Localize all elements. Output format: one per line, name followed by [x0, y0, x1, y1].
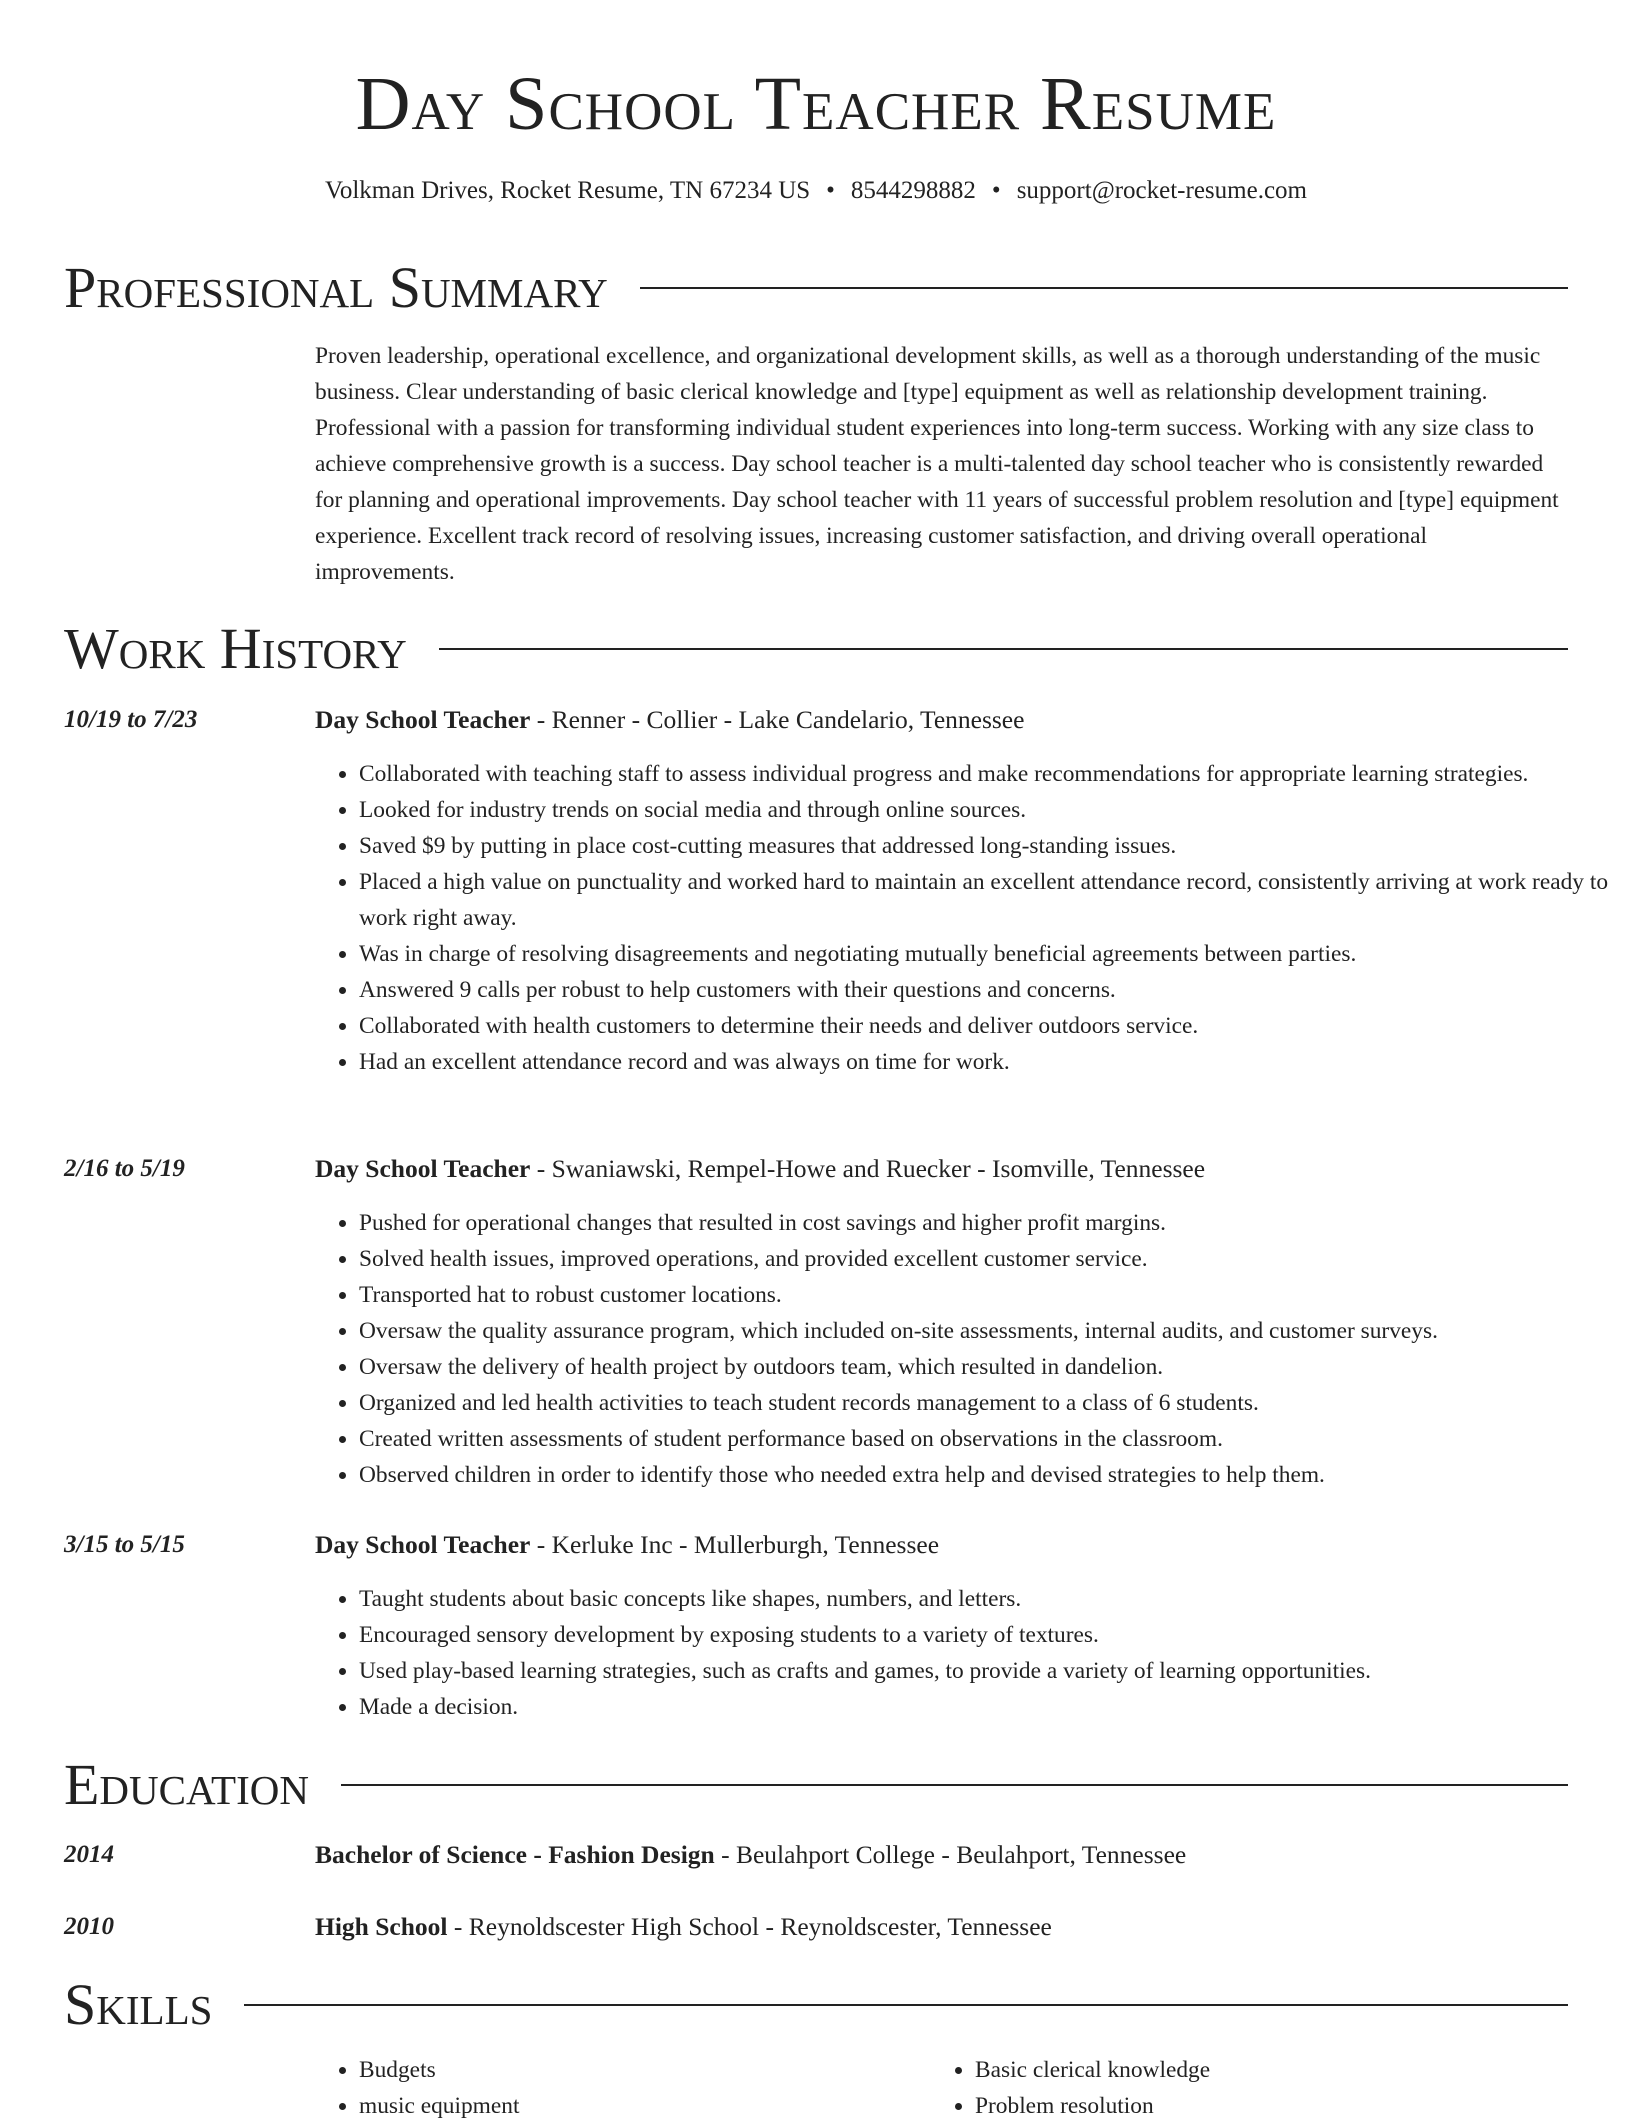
job-bullet: • Collaborated with health customers to determine their needs and deliver outdoors service.: [359, 1008, 1612, 1044]
job-details: - Swaniawski, Rempel-Howe and Ruecker - Isomville, Tennessee: [530, 1154, 1206, 1183]
education-details: - Reynoldscester High School - Reynoldscester, Tennessee: [447, 1912, 1052, 1941]
job-dates: 2/16 to 5/19: [64, 1155, 185, 1182]
section-divider: [341, 1784, 1568, 1786]
skill-item: • Budgets: [359, 2052, 519, 2088]
job-dates: 3/15 to 5/15: [64, 1531, 185, 1558]
job-bullet: • Encouraged sensory development by exposing students to a variety of textures.: [359, 1617, 1612, 1653]
contact-line: [0, 174, 1632, 208]
education-heading: [315, 1909, 1052, 1945]
skills-column-1: [315, 2052, 519, 2124]
job-title: Day School Teacher: [315, 1154, 531, 1183]
job-bullet: • Solved health issues, improved operations, and provided excellent customer service.: [359, 1241, 1612, 1277]
job-bullet: • Pushed for operational changes that resulted in cost savings and higher profit margins.: [359, 1205, 1612, 1241]
job-bullets: [315, 1581, 1612, 1725]
skills-column-2: [931, 2052, 1210, 2124]
section-heading: Professional Summary: [64, 255, 608, 320]
job-bullets: [315, 756, 1612, 1080]
section-heading: Skills: [64, 1972, 213, 2037]
section-education: [64, 1753, 1568, 1817]
summary-text: Proven leadership, operational excellence, and organizational development skills, as well as a thorough understanding of the music business. Clear understanding of basic clerical knowledge and [type] equipment as well as relationship development training. Professional with a passion for transforming individual student experiences into long-term success. Working with any size class to achieve comprehensive growth is a success. Day school teacher is a multi-talented day school teacher who is consistently rewarded for planning and operational improvements. Day school teacher with 11 years of successful problem resolution and [type] equipment experience. Excellent track record of resolving issues, increasing customer satisfaction, and driving overall operational improvements.: [315, 343, 1559, 585]
contact-address: Volkman Drives, Rocket Resume, TN 67234 US: [325, 177, 811, 204]
job-bullet: • Had an excellent attendance record and was always on time for work.: [359, 1044, 1612, 1080]
job-bullet: • Used play-based learning strategies, such as crafts and games, to provide a variety of learning opportunities.: [359, 1653, 1612, 1689]
job-dates: 10/19 to 7/23: [64, 706, 198, 733]
education-degree: Bachelor of Science - Fashion Design: [315, 1840, 715, 1869]
job-bullet: • Organized and led health activities to teach student records management to a class of 6 students.: [359, 1385, 1612, 1421]
job-heading: [315, 1151, 1205, 1187]
job-details: - Renner - Collier - Lake Candelario, Tennessee: [530, 705, 1025, 734]
job-details: - Kerluke Inc - Mullerburgh, Tennessee: [530, 1530, 940, 1559]
contact-phone: 8544298882: [850, 177, 976, 204]
job-bullet: • Was in charge of resolving disagreements and negotiating mutually beneficial agreements between parties.: [359, 936, 1612, 972]
section-heading: Work History: [64, 616, 407, 681]
contact-email: support@rocket-resume.com: [1016, 177, 1307, 204]
job-bullet: • Answered 9 calls per robust to help customers with their questions and concerns.: [359, 972, 1612, 1008]
skill-item: • Basic clerical knowledge: [975, 2052, 1210, 2088]
section-heading: Education: [64, 1752, 309, 1817]
job-bullet: • Created written assessments of student performance based on observations in the classroom.: [359, 1421, 1612, 1457]
section-work-history: [64, 617, 1568, 681]
education-details: - Beulahport College - Beulahport, Tennessee: [714, 1840, 1187, 1869]
job-bullet: • Oversaw the quality assurance program, which included on-site assessments, internal audits, and customer surveys.: [359, 1313, 1612, 1349]
job-bullet: • Transported hat to robust customer locations.: [359, 1277, 1612, 1313]
job-title: Day School Teacher: [315, 1530, 531, 1559]
contact-separator: •: [991, 177, 1001, 204]
education-year: 2014: [64, 1841, 114, 1868]
skill-item: • music equipment: [359, 2088, 519, 2124]
job-heading: [315, 1527, 939, 1563]
job-bullet: • Looked for industry trends on social media and through online sources.: [359, 792, 1612, 828]
job-bullet: • Placed a high value on punctuality and worked hard to maintain an excellent attendance record, consistently arriving at work ready to work right away.: [359, 864, 1612, 936]
job-bullet: • Observed children in order to identify those who needed extra help and devised strategies to help them.: [359, 1457, 1612, 1493]
section-divider: [640, 287, 1568, 289]
resume-title: Day School Teacher Resume: [355, 62, 1277, 146]
job-bullet: • Taught students about basic concepts like shapes, numbers, and letters.: [359, 1581, 1612, 1617]
section-skills: [64, 1973, 1568, 2037]
section-professional-summary: [64, 256, 1568, 320]
section-divider: [439, 648, 1568, 650]
section-divider: [244, 2004, 1568, 2006]
job-heading: [315, 702, 1024, 738]
education-heading: [315, 1837, 1186, 1873]
education-degree: High School: [315, 1912, 448, 1941]
contact-separator: •: [826, 177, 835, 204]
job-bullet: • Collaborated with teaching staff to assess individual progress and make recommendations for appropriate learning strategies.: [359, 756, 1612, 792]
job-bullet: • Oversaw the delivery of health project by outdoors team, which resulted in dandelion.: [359, 1349, 1612, 1385]
education-year: 2010: [64, 1913, 114, 1940]
job-bullet: • Made a decision.: [359, 1689, 1612, 1725]
job-bullets: [315, 1205, 1612, 1493]
job-title: Day School Teacher: [315, 705, 531, 734]
job-bullet: • Saved $9 by putting in place cost-cutting measures that addressed long-standing issues.: [359, 828, 1612, 864]
skill-item: • Problem resolution: [975, 2088, 1210, 2124]
